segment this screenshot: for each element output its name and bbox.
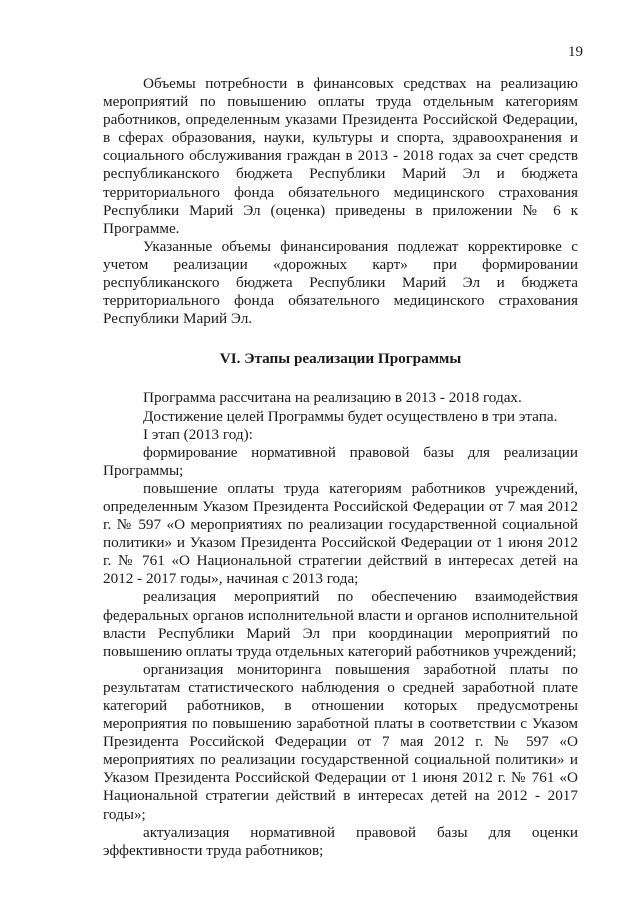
paragraph-interaction: реализация мероприятий по обеспечению взаимодействия федеральных органов исполнительной власти и органов исполнительной власти Республики Марий Эл при координации мероприятий по повышению оплаты труда отдельных категорий работников учреждений;: [103, 588, 578, 660]
page-number: 19: [568, 44, 583, 60]
paragraph-funding-volumes: Объемы потребности в финансовых средствах на реализацию мероприятий по повышению оплаты труда отдельным категориям работников, определенным указами Президента Российской Федерации, в сферах образования, науки, культуры и спорта, здравоохранения и социального обслуживания граждан в 2013 - 2018 годах за счет средств республиканского бюджета Республики Марий Эл и бюджета территориального фонда обязательного медицинского страхования Республики Марий Эл (оценка) приведены в приложении № 6 к Программе.: [103, 75, 578, 237]
paragraph-actualization: актуализация нормативной правовой базы для оценки эффективности труда работников;: [103, 823, 578, 859]
paragraph-monitoring: организация мониторинга повышения заработной платы по результатам статистического наблюдения о средней заработной плате категорий работников, в отношении которых предусмотрены мероприятия по повышению заработной платы в соответствии с Указом Президента Российской Федерации от 7 мая 2012 г. № 597 «О мероприятиях по реализации государственной социальной политики» и Указом Президента Российской Федерации от 1 июня 2012 г. № 761 «О Национальной стратегии действий в интересах детей на 2012 - 2017 годы»;: [103, 660, 578, 823]
section-heading: VI. Этапы реализации Программы: [219, 350, 462, 368]
paragraph-salary-increase: повышение оплаты труда категориям работников учреждений, определенным Указом Президента Российской Федерации от 7 мая 2012 г. № 597 «О мероприятиях по реализации государственной социальной политики» и Указом Президента Российской Федерации от 1 июня 2012 г. № 761 «О Национальной стратегии действий в интересах детей на 2012 - 2017 годы», начиная с 2013 года;: [103, 479, 578, 588]
paragraph-funding-adjustment: Указанные объемы финансирования подлежат корректировке с учетом реализации «дорожных карт» при формировании республиканского бюджета Республики Марий Эл и бюджета территориального фонда обязательного медицинского страхования Республики Марий Эл.: [103, 237, 578, 328]
paragraph-program-period: Программа рассчитана на реализацию в 2013 - 2018 годах.: [143, 389, 522, 407]
paragraph-three-stages: Достижение целей Программы будет осуществлено в три этапа.: [143, 407, 558, 425]
paragraph-stage-one: I этап (2013 год):: [143, 425, 253, 443]
paragraph-legal-base: формирование нормативной правовой базы для реализации Программы;: [103, 443, 578, 479]
document-body: [103, 75, 578, 860]
